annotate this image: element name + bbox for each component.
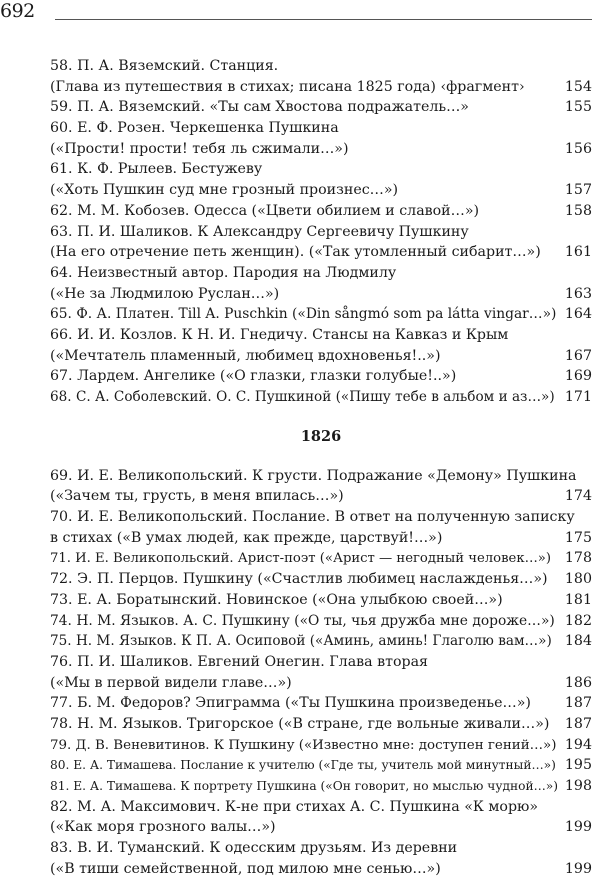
toc-entry (50, 590, 592, 611)
toc-entry (50, 139, 592, 160)
toc-entry-text: («Хоть Пушкин суд мне грозный произнес…») (50, 182, 399, 199)
toc-entry-page: 181 (564, 591, 592, 608)
toc-entry-text: («Прости! прости! тебя ль сжимали…») (50, 140, 349, 157)
toc-entry (50, 56, 592, 77)
toc-entry-page: 186 (564, 674, 592, 691)
toc-entry-text: 67. Лардем. Ангелике («О глазки, глазки голубые!..») (50, 368, 457, 385)
toc-entry (50, 507, 592, 528)
toc-entry-page: 175 (564, 529, 592, 546)
toc-entry-text: 70. И. Е. Великопольский. Послание. В ответ на полученную записку (50, 509, 575, 526)
toc-entry-page: 171 (564, 389, 592, 405)
toc-entry-text: в стихах («В умах людей, как прежде, царствуй!…») (50, 529, 443, 546)
toc-entry-text: 81. Е. А. Тимашева. К портрету Пушкина («Он говорит, но мыслью чудной…») (50, 779, 558, 793)
toc-entry-page: 195 (564, 757, 592, 774)
toc-entry (50, 486, 592, 507)
toc-entry (50, 466, 592, 487)
toc-entry-page: 163 (564, 285, 592, 302)
toc-entry (50, 714, 592, 735)
toc-entry-text: («Не за Людмилою Руслан…») (50, 285, 280, 302)
toc-entry-text: 83. В. И. Туманский. К одесским друзьям. Из деревни (50, 840, 458, 857)
toc-entry (50, 118, 592, 139)
toc-entry-text: 64. Неизвестный автор. Пародия на Людмилу (50, 264, 397, 281)
toc-entry-page: 169 (564, 368, 592, 385)
toc-block-1825 (50, 56, 592, 408)
toc-entry-text: 68. С. А. Соболевский. О. С. Пушкиной («Пишу тебе в альбом и аз…») (50, 389, 555, 405)
toc-entry (50, 735, 592, 756)
toc-entry (50, 776, 592, 797)
toc-entry-text: 66. И. И. Козлов. К Н. И. Гнедичу. Стансы на Кавказ и Крым (50, 326, 509, 343)
toc-entry-page: 180 (564, 571, 592, 588)
toc-entry-text: 82. М. А. Максимович. К-не при стихах А. С. Пушкина «К морю» (50, 798, 539, 815)
toc-entry (50, 325, 592, 346)
toc-entry-text: 72. Э. П. Перцов. Пушкину («Счастлив любимец наслажденья…») (50, 571, 548, 588)
toc-entry-text: («Как моря грозного валы…») (50, 819, 276, 836)
year-heading: 1826 (300, 427, 342, 445)
toc-entry-text: («Мы в первой видели главе…») (50, 674, 292, 691)
toc-entry (50, 652, 592, 673)
toc-entry-text: 58. П. А. Вяземский. Станция. (50, 58, 279, 74)
toc-entry-page: 187 (564, 715, 592, 732)
toc-entry-text: 78. Н. М. Языков. Тригорское («В стране, где вольные живали…») (50, 715, 550, 732)
toc-entry (50, 631, 592, 652)
toc-entry (50, 201, 592, 222)
toc-entry-text: 79. Д. В. Веневитинов. К Пушкину («Известно мне: доступен гений…») (50, 737, 557, 753)
toc-entry (50, 346, 592, 367)
toc-entry-text: 62. М. М. Кобозев. Одесса («Цвети обилием и славой…») (50, 202, 480, 219)
toc-entry (50, 611, 592, 632)
toc-entry (50, 387, 592, 408)
toc-entry-text: 59. П. А. Вяземский. «Ты сам Хвостова подражатель…» (50, 99, 469, 116)
toc-entry-text: («В тиши семейственной, под милою мне сенью…») (50, 860, 441, 877)
toc-entry-text: 77. Б. М. Федоров? Эпиграмма («Ты Пушкина произведенье…») (50, 695, 531, 712)
toc-entry (50, 859, 592, 879)
toc-entry-page: 156 (564, 140, 592, 157)
toc-entry-text: 69. И. Е. Великопольский. К грусти. Подражание «Демону» Пушкина (50, 467, 577, 484)
toc-entry-text: 80. Е. А. Тимашева. Послание к учителю («Где ты, учитель мой минутный…») (50, 758, 556, 773)
table-of-contents (50, 56, 592, 879)
toc-entry (50, 528, 592, 549)
toc-entry-text: 60. Е. Ф. Розен. Черкешенка Пушкина (50, 120, 339, 137)
toc-entry (50, 159, 592, 180)
toc-entry (50, 222, 592, 243)
toc-entry-text: 75. Н. М. Языков. К П. А. Осиповой («Аминь, аминь! Глаголю вам…») (50, 633, 552, 650)
toc-entry-text: («Зачем ты, грусть, в меня впилась…») (50, 488, 344, 505)
toc-entry-text: 65. Ф. А. Платен. Till A. Puschkin («Din sångmó som pa látta vingar…») (50, 306, 557, 323)
toc-entry (50, 693, 592, 714)
toc-entry-page: 199 (564, 860, 592, 877)
toc-entry-page: 178 (564, 550, 592, 567)
toc-entry-page: 182 (564, 612, 592, 629)
toc-entry (50, 77, 592, 98)
toc-entry-page: 157 (564, 182, 592, 199)
toc-entry-page: 161 (564, 244, 592, 261)
toc-entry-text: 63. П. И. Шаликов. К Александру Сергеевичу Пушкину (50, 223, 469, 240)
toc-entry-text: (На его отречение петь женщин). («Так утомленный сибарит…») (50, 244, 541, 261)
toc-entry-page: 154 (564, 78, 592, 95)
toc-entry-page: 164 (564, 306, 592, 323)
toc-entry (50, 304, 592, 325)
toc-entry-page: 199 (564, 819, 592, 836)
toc-entry-text: (Глава из путешествия в стихах; писана 1825 года) ‹фрагмент› (50, 78, 525, 95)
toc-block-1826 (50, 466, 592, 879)
toc-entry-text: 74. Н. М. Языков. А. С. Пушкину («О ты, чья дружба мне дороже…») (50, 612, 555, 629)
toc-entry-page: 155 (564, 99, 592, 116)
page-number: 692 (0, 0, 35, 22)
toc-entry (50, 242, 592, 263)
toc-entry (50, 838, 592, 859)
toc-entry (50, 755, 592, 776)
toc-entry-text: («Мечтатель пламенный, любимец вдохновенья!..») (50, 347, 441, 364)
toc-entry-page: 158 (564, 202, 592, 219)
toc-entry-text: 61. К. Ф. Рылеев. Бестужеву (50, 161, 263, 178)
toc-entry-text: 76. П. И. Шаликов. Евгений Онегин. Глава вторая (50, 653, 428, 670)
header-rule (55, 19, 592, 20)
toc-entry-text: 71. И. Е. Великопольский. Арист-поэт («Арист — негодный человек…») (50, 551, 551, 567)
toc-entry-page: 187 (564, 695, 592, 712)
toc-entry (50, 366, 592, 387)
toc-entry (50, 797, 592, 818)
toc-entry-page: 167 (564, 347, 592, 364)
toc-entry (50, 673, 592, 694)
toc-entry (50, 817, 592, 838)
toc-entry (50, 180, 592, 201)
toc-entry (50, 569, 592, 590)
toc-entry-page: 184 (564, 633, 592, 650)
toc-entry (50, 284, 592, 305)
toc-entry-page: 198 (564, 778, 592, 794)
toc-entry (50, 263, 592, 284)
toc-entry-text: 73. Е. А. Боратынский. Новинское («Она улыбкою своей…») (50, 591, 503, 608)
toc-entry (50, 548, 592, 569)
toc-entry (50, 97, 592, 118)
toc-entry-page: 174 (564, 488, 592, 505)
toc-entry-page: 194 (564, 736, 592, 753)
